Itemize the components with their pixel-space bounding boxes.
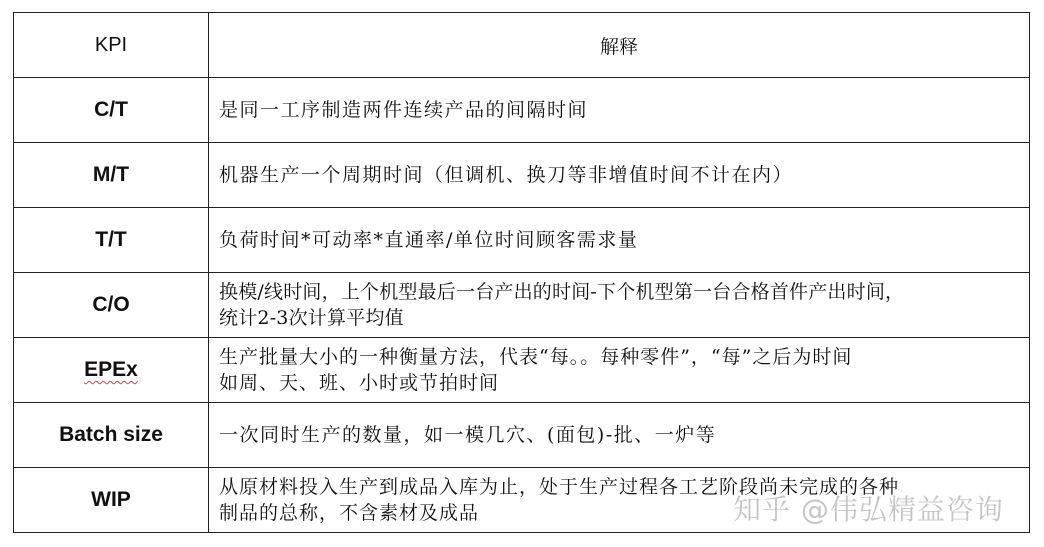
- header-kpi: KPI: [14, 13, 209, 78]
- kpi-name: WIP: [14, 468, 209, 533]
- table-row-batch-size: [14, 403, 1030, 468]
- table-row-ct: [14, 78, 1030, 143]
- table-row-co: [14, 273, 1030, 338]
- table-row-epex: [14, 338, 1030, 403]
- description-line: 换模/线时间，上个机型最后一台产出的时间-下个机型第一台合格首件产出时间，: [219, 281, 905, 303]
- kpi-name-text: EPEx: [84, 358, 138, 381]
- table-row-tt: [14, 208, 1030, 273]
- table-row-mt: [14, 143, 1030, 208]
- kpi-description: [209, 273, 1030, 338]
- description-line: 生产批量大小的一种衡量方法，代表“每。。每种零件”，“每”之后为时间: [219, 346, 853, 368]
- kpi-name: C/O: [14, 273, 209, 338]
- kpi-description: [209, 468, 1030, 533]
- kpi-description: [209, 338, 1030, 403]
- description-line: 制品的总称，不含素材及成品: [219, 502, 480, 524]
- kpi-description: [209, 208, 1030, 273]
- header-description: 解释: [209, 13, 1030, 78]
- kpi-definition-table: [13, 12, 1030, 533]
- kpi-description: [209, 403, 1030, 468]
- kpi-name: C/T: [14, 78, 209, 143]
- description-line: 一次同时生产的数量，如一模几穴、(面包)-批、一炉等: [219, 424, 717, 446]
- kpi-name: T/T: [14, 208, 209, 273]
- kpi-name: [14, 338, 209, 403]
- description-line: 负荷时间*可动率*直通率/单位时间顾客需求量: [219, 229, 639, 251]
- watermark: 知乎 @伟弘精益咨询: [733, 493, 1004, 526]
- description-line: 从原材料投入生产到成品入库为止，处于生产过程各工艺阶段尚未完成的各种: [219, 476, 900, 498]
- description-line: 是同一工序制造两件连续产品的间隔时间: [219, 99, 589, 121]
- description-line: 统计2-3次计算平均值: [219, 307, 404, 329]
- kpi-name: Batch size: [14, 403, 209, 468]
- kpi-description: [209, 143, 1030, 208]
- kpi-name: M/T: [14, 143, 209, 208]
- description-line: 如周、天、班、小时或节拍时间: [219, 372, 500, 394]
- description-line: 机器生产一个周期时间（但调机、换刀等非增值时间不计在内）: [219, 164, 794, 186]
- table-header-row: [14, 13, 1030, 78]
- kpi-description: [209, 78, 1030, 143]
- table-row-wip: [14, 468, 1030, 533]
